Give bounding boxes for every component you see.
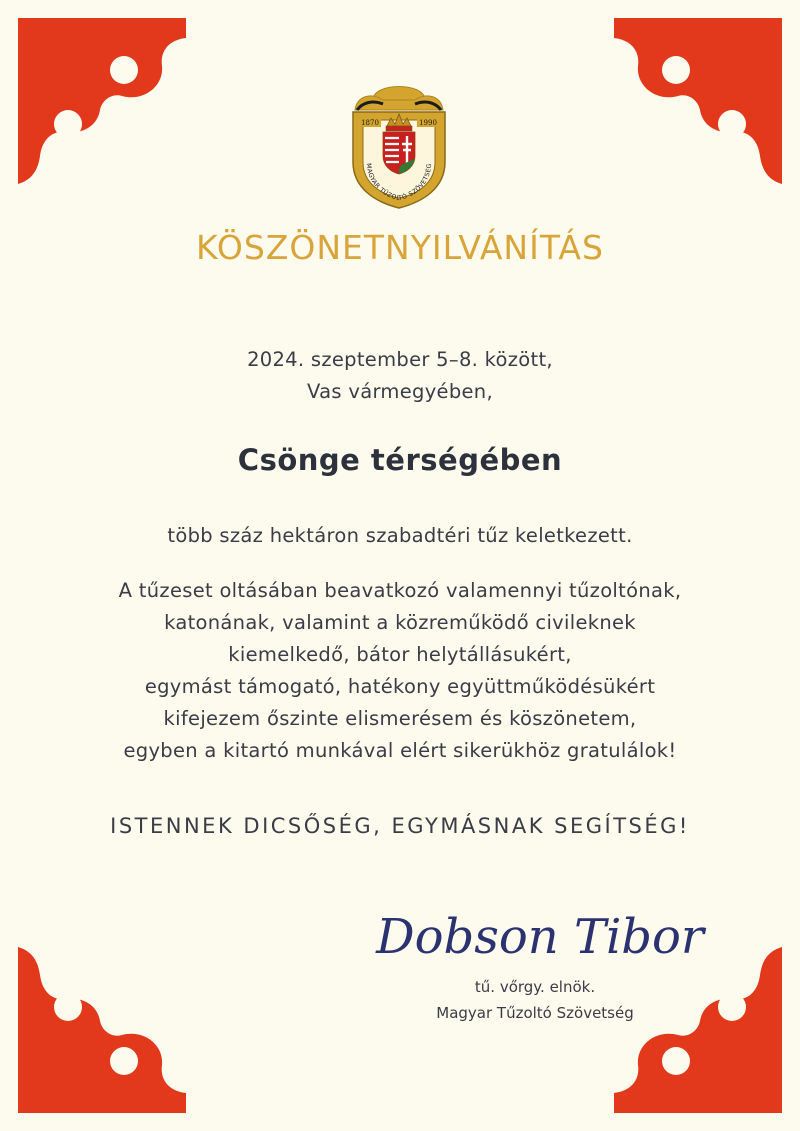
handwritten-signature [370, 895, 710, 975]
document-title: KÖSZÖNETNYILVÁNÍTÁS [196, 228, 604, 267]
corner-ornament-top-right [610, 0, 800, 190]
place-heading: Csönge térségében [237, 443, 563, 477]
county-line: Vas vármegyében, [307, 380, 493, 403]
event-line: több száz hektáron szabadtéri tűz keletkezett. [167, 524, 633, 547]
emblem-ring-text: MAGYAR TŰZOLTÓ SZÖVETSÉG [364, 162, 434, 203]
paragraph-line: kiemelkedő, bátor helytállásukért, [228, 643, 572, 666]
date-line: 2024. szeptember 5–8. között, [247, 348, 553, 371]
paragraph-line: egymást támogató, hatékony együttműködésükért [144, 675, 656, 698]
paragraph-line: egyben a kitartó munkával elért sikerükhöz gratulálok! [123, 739, 677, 762]
paragraph-line: kifejezem őszinte elismerésem és köszönetem, [163, 707, 637, 730]
paragraph-line: A tűzeset oltásában beavatkozó valamennyi tűzoltónak, [118, 579, 682, 602]
signer-organization: Magyar Tűzoltó Szövetség [436, 1004, 634, 1022]
signer-rank: tű. vőrgy. elnök. [474, 978, 596, 996]
paragraph-line: katonának, valamint a közreműködő civileknek [164, 611, 636, 634]
year-left-text: 1870 [361, 119, 379, 127]
corner-ornament-bottom-left [0, 941, 190, 1131]
motto-text: ISTENNEK DICSŐSÉG, EGYMÁSNAK SEGÍTSÉG! [110, 814, 690, 838]
year-right-text: 1990 [419, 119, 437, 127]
corner-ornament-top-left [0, 0, 190, 190]
signature-name: Dobson Tibor [376, 909, 704, 965]
federation-emblem-logo [343, 70, 455, 210]
